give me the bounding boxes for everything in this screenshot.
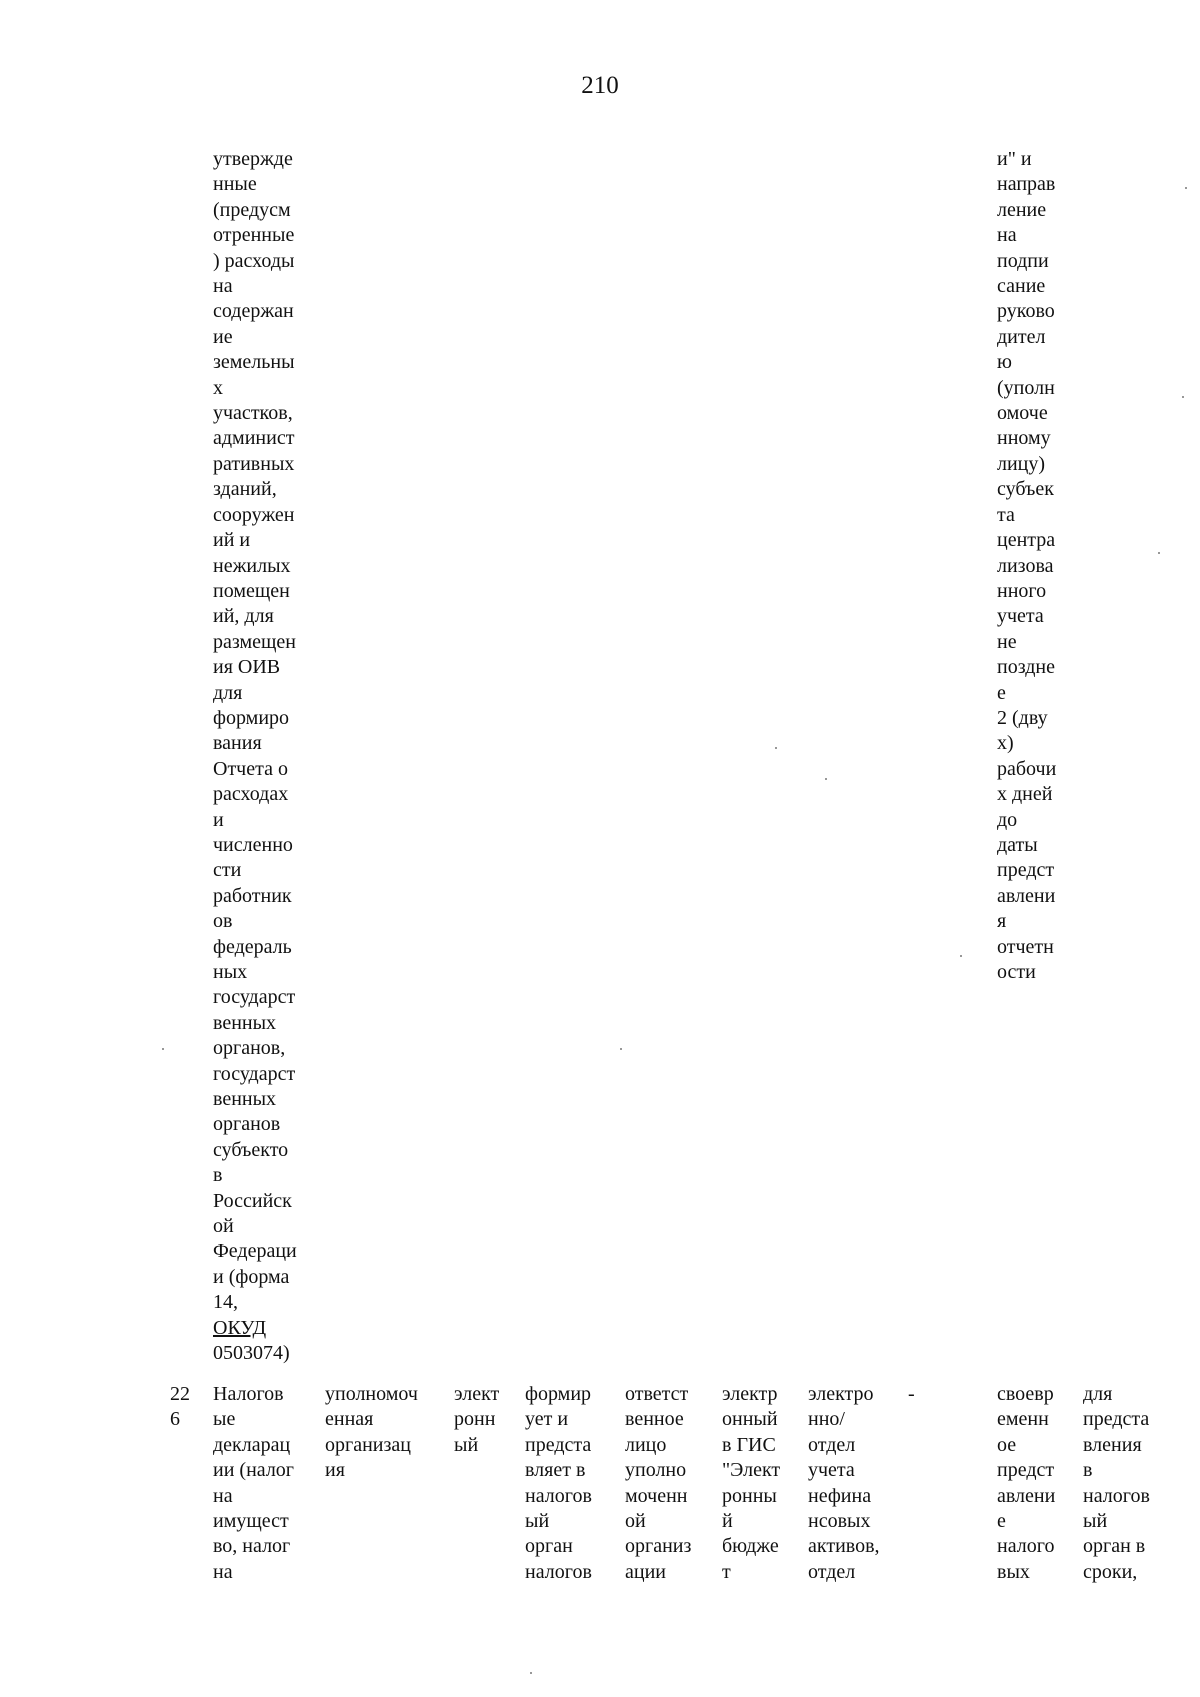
text-line: электр [722, 1383, 778, 1405]
continued-cell-description [213, 147, 297, 1367]
text-line: декларац [213, 1433, 291, 1456]
text-line: активов, [808, 1535, 880, 1558]
text-line: (предусм [213, 198, 291, 221]
text-line: еменн [997, 1408, 1049, 1431]
text-line: формир [525, 1383, 592, 1405]
text-line: ных [213, 961, 248, 983]
text-line: ия ОИВ [213, 656, 281, 679]
text-line: для [1083, 1383, 1113, 1405]
text-line: орган [525, 1535, 573, 1558]
text-line: формиро [213, 706, 290, 729]
cell-method-department [808, 1382, 880, 1585]
text-line: админист [213, 427, 295, 450]
text-line: венных [213, 1011, 277, 1034]
scan-speck [960, 955, 962, 957]
text-line: утвержде [213, 148, 293, 170]
text-line: ) расходы [213, 249, 295, 272]
text-line: Федераци [213, 1240, 297, 1263]
text-line: ой [213, 1215, 234, 1238]
text-line: омоче [997, 402, 1048, 425]
text-line: "Элект [722, 1459, 781, 1482]
text-line: нсовых [808, 1510, 871, 1533]
text-line: ые [213, 1408, 236, 1431]
text-line: ый [454, 1433, 479, 1456]
text-line: нные [213, 173, 257, 196]
text-line: нно/ [808, 1408, 845, 1431]
scan-speck [530, 1672, 532, 1674]
text-line: отдел [808, 1560, 856, 1583]
text-line: центра [997, 529, 1056, 552]
cell-responsible-person [625, 1382, 691, 1585]
text-line: ации [625, 1560, 666, 1583]
cell-responsible-org [325, 1382, 418, 1484]
text-line: предста [525, 1433, 592, 1456]
text-line: уполно [625, 1459, 687, 1482]
text-line: работник [213, 884, 292, 907]
text-line: в ГИС [722, 1433, 776, 1456]
text-line: налогов [525, 1560, 592, 1583]
text-line: на [997, 224, 1017, 247]
text-line: субъек [997, 478, 1054, 501]
text-line: учета [997, 605, 1044, 628]
text-line: е [997, 681, 1006, 704]
text-line: (уполн [997, 376, 1055, 399]
text-line: на [213, 275, 233, 298]
text-line: руково [997, 300, 1055, 323]
text-line: предст [997, 859, 1055, 882]
text-line: зданий, [213, 478, 277, 501]
text-line: сооружен [213, 503, 295, 526]
text-line: вляет в [525, 1459, 586, 1482]
text-line: отренные [213, 224, 295, 247]
text-line: направ [997, 173, 1056, 196]
scan-speck [1158, 552, 1160, 554]
text-line: предст [997, 1459, 1055, 1482]
text-line: лицо [625, 1433, 667, 1456]
text-line: поздне [997, 656, 1055, 679]
text-line: ой [625, 1510, 646, 1533]
text-line: уполномоч [325, 1383, 418, 1405]
text-line: на [213, 1484, 233, 1507]
text-line: и" и [997, 148, 1032, 170]
text-line: ий, для [213, 605, 274, 628]
text-line: лизова [997, 554, 1054, 577]
continued-cell-deadline [997, 147, 1056, 985]
text-line: ление [997, 198, 1047, 221]
text-line: на [213, 1560, 233, 1583]
text-line: отчетн [997, 935, 1054, 958]
text-line: земельны [213, 351, 295, 374]
text-line: бюдже [722, 1535, 779, 1558]
cell-document-name [213, 1382, 294, 1585]
text-line: авлени [997, 884, 1056, 907]
text-line: органов, [213, 1037, 286, 1060]
scan-speck [1185, 187, 1187, 189]
text-line: налого [997, 1535, 1055, 1558]
text-line: содержан [213, 300, 294, 323]
text-line: ответст [625, 1383, 689, 1405]
text-line: подпи [997, 249, 1049, 272]
text-line: учета [808, 1459, 855, 1482]
text-line: ронны [722, 1484, 777, 1507]
text-line: Отчета о [213, 757, 288, 780]
text-line: нного [997, 579, 1047, 602]
text-line: федераль [213, 935, 292, 958]
text-line: 0503074) [213, 1342, 290, 1365]
text-line: 2 (дву [997, 706, 1048, 729]
text-line: ие [213, 325, 233, 348]
text-line: не [997, 630, 1017, 653]
text-line: е [997, 1510, 1006, 1533]
text-line: численно [213, 833, 293, 856]
text-line: предста [1083, 1408, 1150, 1431]
text-line: вания [213, 732, 262, 755]
text-line: венное [625, 1408, 684, 1431]
text-line: нефина [808, 1484, 872, 1507]
text-line: ОКУД [213, 1316, 267, 1339]
text-line: государст [213, 1062, 296, 1085]
text-line: в [213, 1164, 223, 1187]
text-line: енная [325, 1408, 374, 1431]
text-line: и (форма [213, 1265, 290, 1288]
text-line: сание [997, 275, 1046, 298]
text-line: 6 [170, 1408, 180, 1431]
text-line: для [213, 681, 243, 704]
text-line: Налогов [213, 1383, 284, 1405]
row-number [170, 1382, 190, 1433]
text-line: органов [213, 1113, 281, 1136]
text-line: авлени [997, 1484, 1056, 1507]
text-line: ый [1083, 1510, 1108, 1533]
text-line: рабочи [997, 757, 1057, 780]
text-line: во, налог [213, 1535, 291, 1558]
text-line: й [722, 1510, 733, 1533]
scan-speck [1182, 396, 1184, 398]
text-line: вых [997, 1560, 1030, 1583]
text-line: онный [722, 1408, 778, 1431]
text-line: и [213, 808, 224, 831]
text-line: ует и [525, 1408, 569, 1431]
text-line: размещен [213, 630, 297, 653]
text-line: лицу) [997, 452, 1046, 475]
text-line: участков, [213, 402, 293, 425]
text-line: до [997, 808, 1018, 831]
scan-speck [620, 1048, 622, 1050]
text-line: 14, [213, 1291, 238, 1314]
scan-speck [775, 747, 777, 749]
text-line: я [997, 910, 1007, 933]
text-line: сти [213, 859, 242, 882]
text-line: сроки, [1083, 1560, 1138, 1583]
text-line: элект [454, 1383, 500, 1405]
text-line: организ [625, 1535, 692, 1558]
text-line: венных [213, 1088, 277, 1111]
text-line: ый [525, 1510, 550, 1533]
text-line: налогов [1083, 1484, 1150, 1507]
text-line: х) [997, 732, 1014, 755]
text-line: ое [997, 1433, 1017, 1456]
text-line: помещен [213, 579, 290, 602]
text-line: субъекто [213, 1138, 289, 1161]
text-line: ронн [454, 1408, 496, 1431]
text-line: ий и [213, 529, 251, 552]
text-line: 22 [170, 1383, 190, 1405]
scan-speck [162, 1048, 164, 1050]
text-line: орган в [1083, 1535, 1146, 1558]
text-line: Российск [213, 1189, 292, 1212]
cell-goal [1083, 1382, 1150, 1585]
text-line: налогов [525, 1484, 592, 1507]
text-line: моченн [625, 1484, 688, 1507]
text-line: х [213, 376, 223, 399]
text-line: нежилых [213, 554, 291, 577]
text-line: дител [997, 325, 1046, 348]
text-line: государст [213, 986, 296, 1009]
text-line: своевр [997, 1383, 1054, 1405]
text-line: имущест [213, 1510, 289, 1533]
text-line: ия [325, 1459, 345, 1482]
text-line: ости [997, 961, 1036, 983]
page-number: 210 [581, 72, 619, 99]
text-line: нному [997, 427, 1051, 450]
text-line: т [722, 1560, 731, 1583]
cell-system [722, 1382, 780, 1585]
cell-form [454, 1382, 499, 1458]
text-line: та [997, 503, 1015, 526]
text-line: вления [1083, 1433, 1142, 1456]
text-line: ии (налог [213, 1459, 295, 1482]
cell-dash: - [908, 1383, 915, 1405]
cell-purpose [997, 1382, 1055, 1585]
cell-action [525, 1382, 592, 1585]
text-line: расходах [213, 783, 289, 806]
scan-speck [825, 778, 827, 780]
text-line: электро [808, 1383, 874, 1405]
text-line: ов [213, 910, 233, 933]
text-line: ю [997, 351, 1012, 374]
text-line: в [1083, 1459, 1093, 1482]
text-line: организац [325, 1433, 411, 1456]
text-line: х дней [997, 783, 1053, 806]
text-line: отдел [808, 1433, 856, 1456]
text-line: ративных [213, 452, 295, 475]
text-line: даты [997, 833, 1038, 856]
